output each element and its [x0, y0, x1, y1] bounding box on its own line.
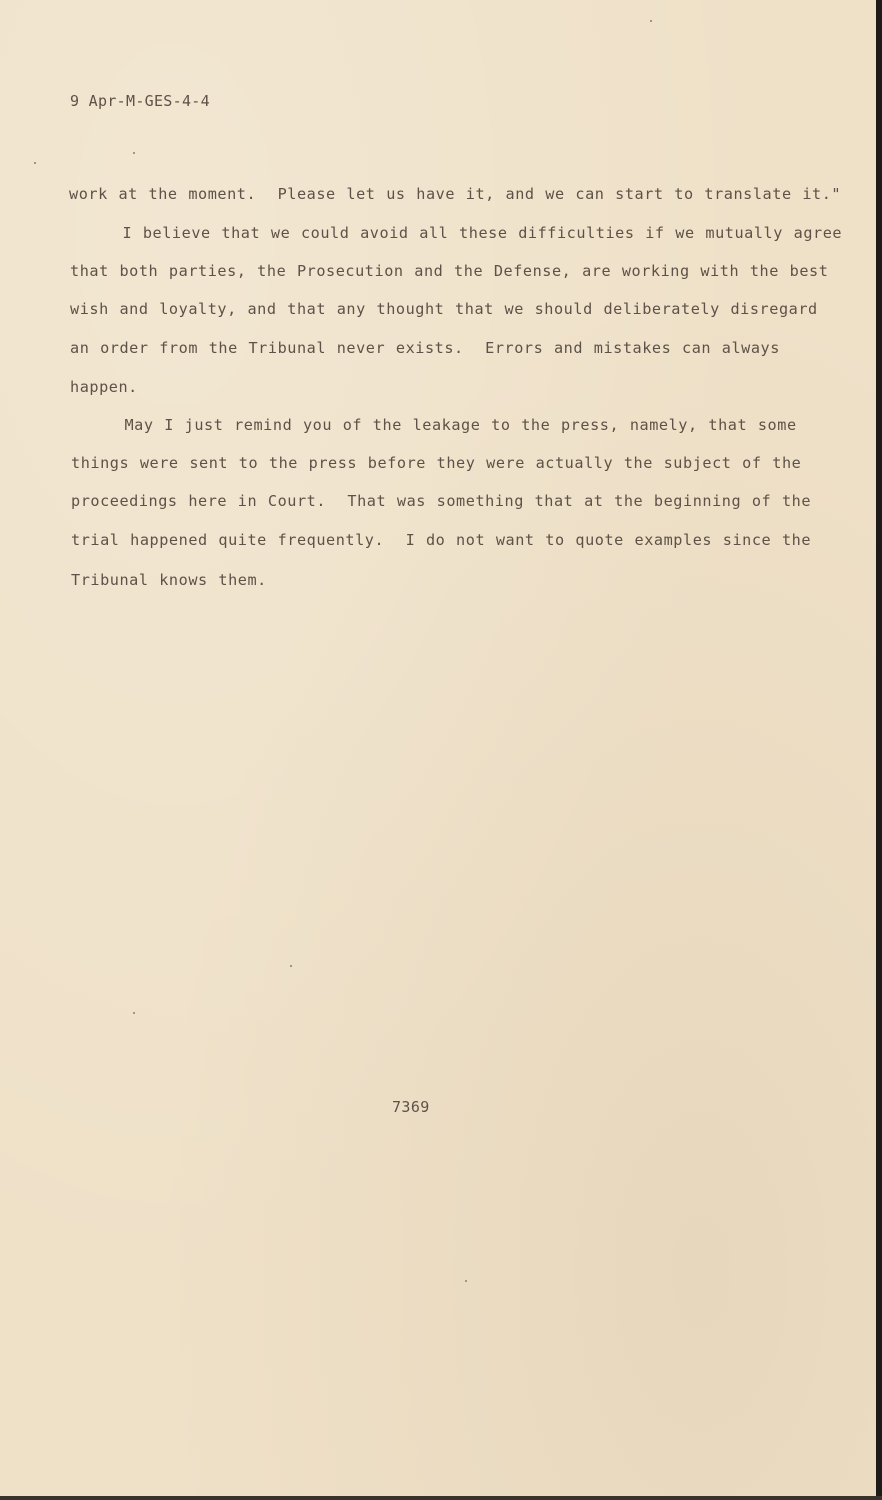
text-line: May I just remind you of the leakage to the press, namely, that some [71, 416, 797, 434]
text-line: work at the moment. Please let us have it, and we can start to translate it." [69, 185, 842, 203]
text-line: an order from the Tribunal never exists. Errors and mistakes can always [70, 339, 780, 357]
text-line: happen. [70, 378, 138, 396]
text-line: that both parties, the Prosecution and the Defense, are working with the best [70, 262, 829, 280]
text-line: wish and loyalty, and that any thought that we should deliberately disregard [70, 300, 818, 318]
text-line: I believe that we could avoid all these difficulties if we mutually agree [69, 224, 843, 242]
paper-speck [133, 1012, 135, 1014]
text-line: proceedings here in Court. That was something that at the beginning of the [71, 492, 812, 510]
page-number: 7369 [392, 1098, 430, 1116]
paper-speck [465, 1280, 467, 1282]
text-line: trial happened quite frequently. I do not want to quote examples since the [71, 531, 812, 549]
page-edge-bottom [0, 1496, 882, 1500]
paper-speck [133, 152, 135, 154]
page-edge-right [876, 0, 882, 1500]
text-line: Tribunal knows them. [71, 571, 267, 589]
document-header: 9 Apr-M-GES-4-4 [70, 92, 210, 110]
paper-speck [34, 162, 36, 164]
paper-speck [650, 20, 652, 22]
text-line: things were sent to the press before they were actually the subject of the [71, 454, 802, 472]
paper-speck [290, 965, 292, 967]
